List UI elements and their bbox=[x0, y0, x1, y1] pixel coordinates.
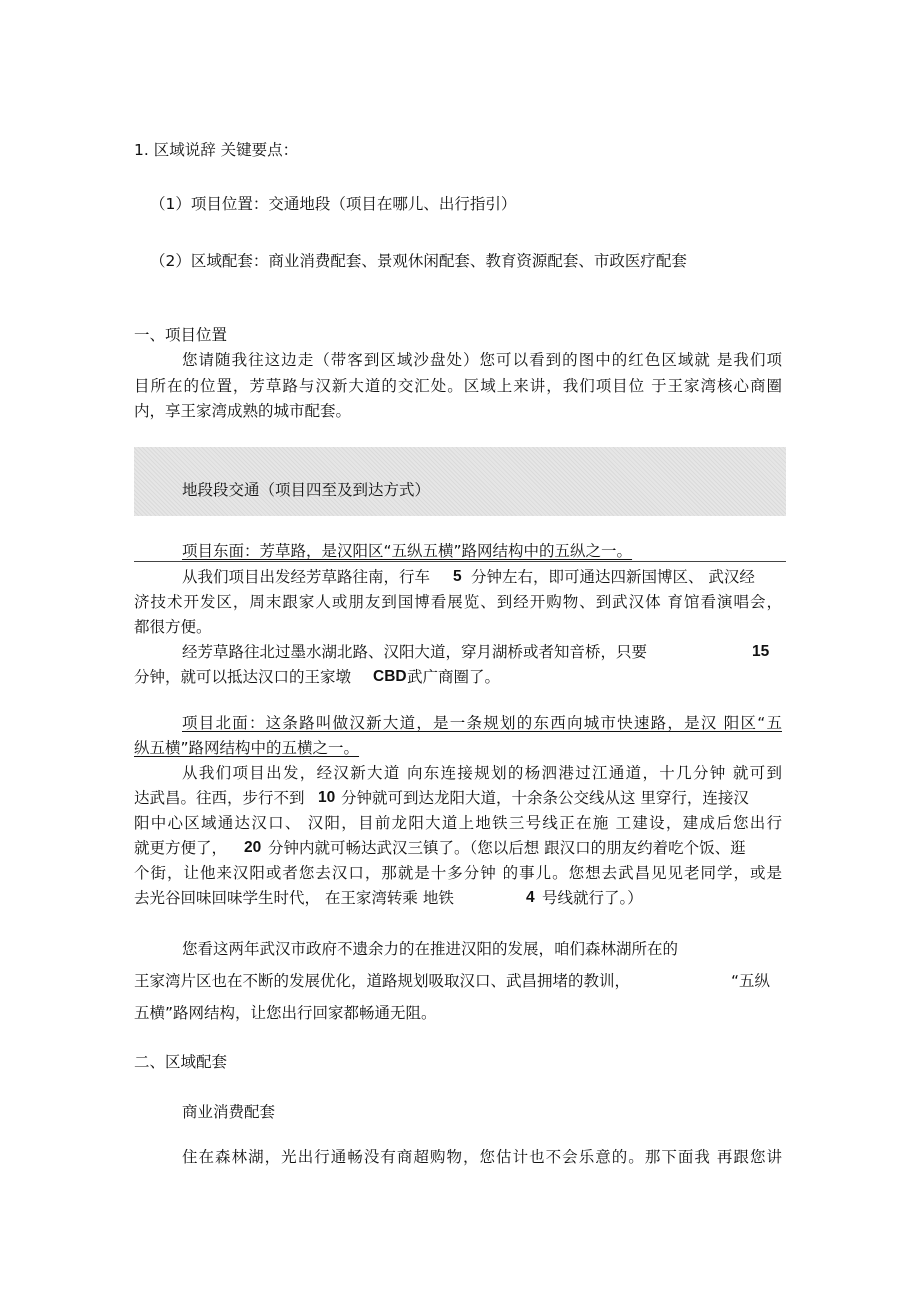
east-p2-line1: 经芳草路往北过墨水湖北路、汉阳大道，穿月湖桥或者知音桥，只要 bbox=[182, 643, 648, 661]
closing-line2-start: 王家湾片区也在不断的发展优化，道路规划吸取汉口、武昌拥堵的教训， bbox=[134, 972, 631, 990]
intro-line-3: 内，享王家湾成熟的城市配套。 bbox=[134, 402, 352, 420]
intro-line-2: 目所在的位置，芳草路与汉新大道的交汇处。区域上来讲，我们项目位 于王家湾核心商圈 bbox=[134, 377, 782, 395]
east-p2-line2-start: 分钟，就可以抵达汉口的王家墩 bbox=[134, 668, 352, 686]
outline-point-facilities: （2）区域配套：商业消费配套、景观休闲配套、教育资源配套、市政医疗配套 bbox=[150, 252, 687, 270]
section-heading-location: 一、项目位置 bbox=[134, 326, 228, 344]
north-p-line6-start: 去光谷回味回味学生时代， 在王家湾转乘 地铁 bbox=[134, 889, 454, 907]
north-p-line5: 个街，让他来汉阳或者您去汉口，那就是十多分钟 的事儿。您想去武昌见见老同学，或是 bbox=[134, 864, 782, 882]
east-p2-line2-end: 武广商圈了。 bbox=[407, 668, 501, 686]
outline-title: 1. 区域说辞 关键要点： bbox=[134, 141, 299, 159]
east-p1-line3: 都很方便。 bbox=[134, 618, 212, 636]
north-p-line6-end: 号线就行了。） bbox=[542, 889, 643, 907]
north-p-line3: 阳中心区域通达汉口、 汉阳，目前龙阳大道上地铁三号线正在施 工建设，建成后您出行 bbox=[134, 814, 782, 832]
north-title-line1: 项目北面：这条路叫做汉新大道，是一条规划的东西向城市快速路，是汉 阳区“五 bbox=[182, 714, 782, 732]
east-p1-line1-end: 分钟左右，即可通达四新国博区、 武汉经 bbox=[471, 568, 755, 586]
north-title-line2: 纵五横”路网结构中的五横之一。 bbox=[134, 739, 360, 757]
section-heading-facilities: 二、区域配套 bbox=[134, 1053, 228, 1071]
closing-line3: 五横”路网结构，让您出行回家都畅通无阻。 bbox=[134, 1004, 437, 1022]
transport-box-title: 地段段交通（项目四至及到达方式） bbox=[182, 481, 431, 499]
north-metro-line-4: 4 bbox=[526, 889, 535, 906]
intro-line-1: 您请随我往这边走（带客到区域沙盘处）您可以看到的图中的红色区域就 是我们项 bbox=[182, 351, 782, 369]
closing-line2-end: “五纵 bbox=[731, 972, 771, 990]
commercial-line1: 住在森林湖，光出行通畅没有商超购物，您估计也不会乐意的。那下面我 再跟您讲 bbox=[182, 1148, 782, 1166]
divider-line bbox=[134, 561, 786, 562]
east-minutes-5: 5 bbox=[453, 568, 462, 585]
east-minutes-15: 15 bbox=[752, 643, 770, 660]
commercial-heading: 商业消费配套 bbox=[182, 1103, 276, 1121]
east-p1-line1-start: 从我们项目出发经芳草路往南，行车 bbox=[182, 568, 431, 586]
east-cbd: CBD bbox=[373, 668, 407, 685]
north-p-line4-start: 就更方便了， bbox=[134, 839, 228, 857]
north-minutes-10: 10 bbox=[318, 789, 336, 806]
closing-line1: 您看这两年武汉市政府不遗余力的在推进汉阳的发展，咱们森林湖所在的 bbox=[182, 940, 679, 958]
north-p-line2-start: 达武昌。往西，步行不到 bbox=[134, 789, 305, 807]
outline-point-location: （1）项目位置：交通地段（项目在哪儿、出行指引） bbox=[150, 195, 517, 213]
north-p-line2-end: 分钟就可到达龙阳大道，十余条公交线从这 里穿行，连接汉 bbox=[341, 789, 749, 807]
east-p1-line2: 济技术开发区，周末跟家人或朋友到国博看展览、到经开购物、到武汉体 育馆看演唱会， bbox=[134, 593, 782, 611]
north-p-line4-end: 分钟内就可畅达武汉三镇了。（您以后想 跟汉口的朋友约着吃个饭、逛 bbox=[268, 839, 746, 857]
north-p-line1: 从我们项目出发，经汉新大道 向东连接规划的杨泗港过江通道，十几分钟 就可到 bbox=[182, 764, 782, 782]
east-title: 项目东面：芳草路，是汉阳区“五纵五横”路网结构中的五纵之一。 bbox=[182, 542, 633, 560]
north-minutes-20: 20 bbox=[244, 839, 262, 856]
